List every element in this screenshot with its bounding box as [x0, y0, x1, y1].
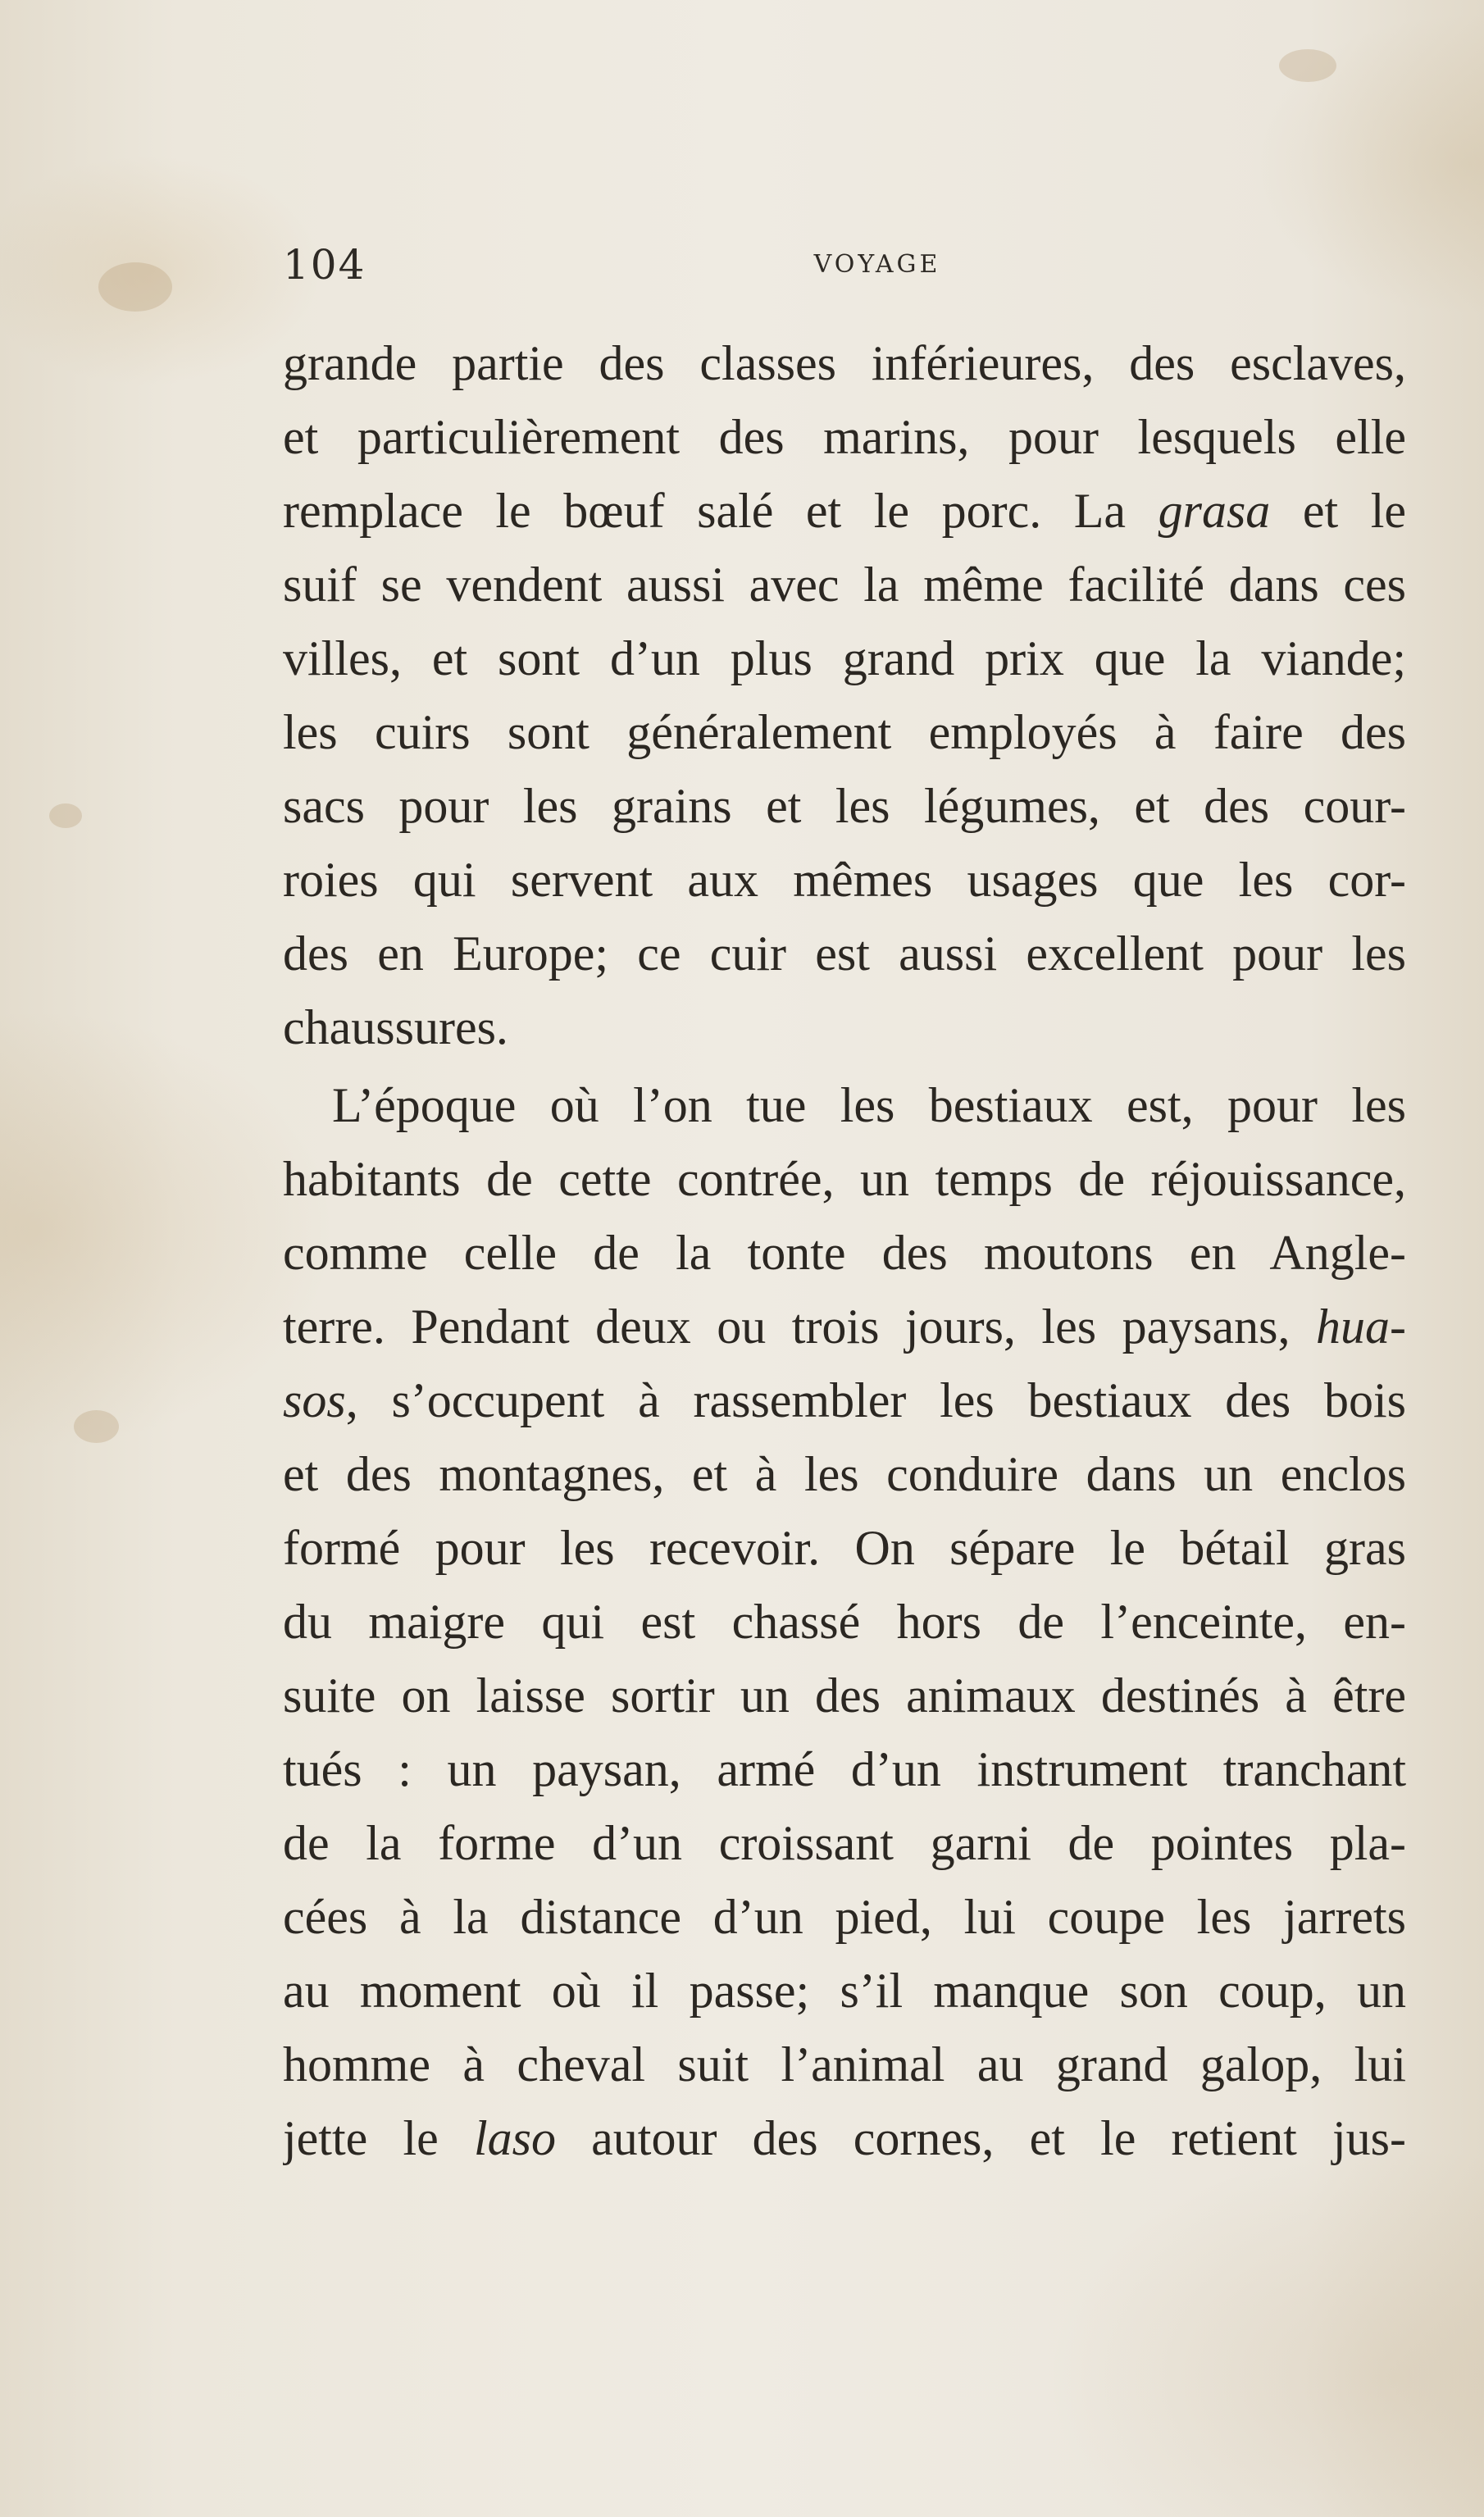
text-line: tués : un paysan, armé d’un instrument tranchant	[283, 1742, 1406, 1796]
text-line: les cuirs sont généralement employés à faire des	[283, 705, 1406, 759]
text-line: et des montagnes, et à les conduire dans un enclos	[283, 1447, 1406, 1501]
text-line: roies qui servent aux mêmes usages que les cor-	[283, 853, 1406, 907]
paragraph	[283, 1068, 1406, 2175]
text-line: remplace le bœuf salé et le porc. La grasa et le	[283, 484, 1406, 538]
text-line: homme à cheval suit l’animal au grand galop, lui	[283, 2037, 1406, 2091]
text-line: habitants de cette contrée, un temps de réjouissance,	[283, 1152, 1406, 1206]
text-line: grande partie des classes inférieures, des esclaves,	[283, 336, 1406, 390]
italic-term: grasa	[1158, 484, 1271, 538]
text-line: et particulièrement des marins, pour lesquels elle	[283, 410, 1406, 464]
running-head: VOYAGE	[813, 250, 941, 279]
text-line: cées à la distance d’un pied, lui coupe les jarrets	[283, 1890, 1406, 1944]
text-line: terre. Pendant deux ou trois jours, les paysans, hua-	[283, 1299, 1406, 1354]
text-line: sacs pour les grains et les légumes, et des cour-	[283, 779, 1406, 833]
page-header	[283, 232, 1406, 298]
page-stain	[1279, 49, 1336, 82]
page-number: 104	[283, 241, 366, 289]
page-stain	[98, 262, 172, 312]
text-line: au moment où il passe; s’il manque son coup, un	[283, 1964, 1406, 2018]
text-line: L’époque où l’on tue les bestiaux est, pour les	[332, 1078, 1406, 1132]
page-stain	[49, 803, 82, 828]
text-line: sos, s’occupent à rassembler les bestiaux des bois	[283, 1373, 1406, 1427]
text-line: suite on laisse sortir un des animaux destinés à être	[283, 1668, 1406, 1723]
text-line: de la forme d’un croissant garni de pointes pla-	[283, 1816, 1406, 1870]
text-line: villes, et sont d’un plus grand prix que la viande;	[283, 631, 1406, 685]
text-line: suif se vendent aussi avec la même facilité dans ces	[283, 558, 1406, 612]
paragraph-continued	[283, 326, 1406, 1064]
text-line: du maigre qui est chassé hors de l’enceinte, en-	[283, 1595, 1406, 1649]
page-stain	[74, 1410, 119, 1443]
italic-term: sos	[283, 1373, 346, 1427]
text-line: formé pour les recevoir. On sépare le bétail gras	[283, 1521, 1406, 1575]
text-line: chaussures.	[283, 1000, 508, 1054]
text-line: des en Europe; ce cuir est aussi excellent pour les	[283, 926, 1406, 981]
italic-term: laso	[473, 2111, 556, 2165]
italic-term: hua-	[1316, 1299, 1406, 1354]
text-line: jette le laso autour des cornes, et le retient jus-	[283, 2111, 1406, 2165]
text-line: comme celle de la tonte des moutons en Angle-	[283, 1226, 1406, 1280]
body-text	[283, 326, 1406, 2175]
